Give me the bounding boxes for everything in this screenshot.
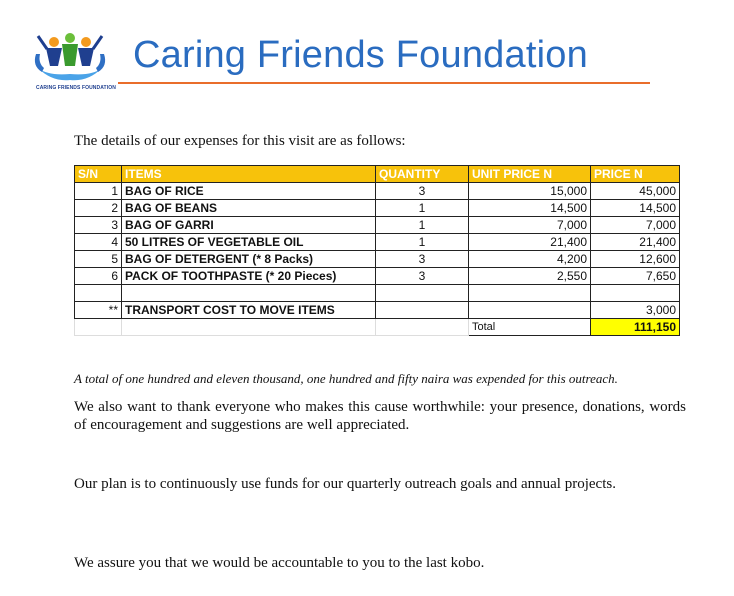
cell-price: 21,400	[591, 234, 680, 251]
cell-sn: 4	[75, 234, 122, 251]
cell-quantity: 1	[376, 200, 469, 217]
cell-item: BAG OF GARRI	[122, 217, 376, 234]
letterhead	[30, 18, 690, 98]
table-row-total	[75, 319, 680, 336]
cell-unit-price: 21,400	[469, 234, 591, 251]
cell-unit-price: 2,550	[469, 268, 591, 285]
cell-item: BAG OF DETERGENT (* 8 Packs)	[122, 251, 376, 268]
cell-price: 7,000	[591, 217, 680, 234]
cell-item: BAG OF RICE	[122, 183, 376, 200]
column-header-quantity: QUANTITY	[376, 166, 469, 183]
cell-sn: 1	[75, 183, 122, 200]
cell-sn: 3	[75, 217, 122, 234]
total-label: Total	[469, 319, 591, 336]
cell-quantity: 1	[376, 234, 469, 251]
cell-price: 12,600	[591, 251, 680, 268]
organization-title: Caring Friends Foundation	[133, 34, 588, 76]
table-row	[75, 183, 680, 200]
table-row	[75, 234, 680, 251]
thanks-paragraph: We also want to thank everyone who makes this cause worthwhile: your presence, donations, words of encouragement and suggestions are well appreciated.	[74, 399, 686, 433]
cell-unit-price: 14,500	[469, 200, 591, 217]
cell-item: 50 LITRES OF VEGETABLE OIL	[122, 234, 376, 251]
cell-price: 45,000	[591, 183, 680, 200]
cell-item: TRANSPORT COST TO MOVE ITEMS	[122, 302, 376, 319]
cell-sn: 2	[75, 200, 122, 217]
intro-text: The details of our expenses for this visit are as follows:	[74, 133, 406, 149]
cell-unit-price: 7,000	[469, 217, 591, 234]
column-header-items: ITEMS	[122, 166, 376, 183]
column-header-sn: S/N	[75, 166, 122, 183]
table-row-empty	[75, 285, 680, 302]
cell-sn: 6	[75, 268, 122, 285]
cell-sn: 5	[75, 251, 122, 268]
title-underline	[118, 82, 650, 84]
column-header-unit-price: UNIT PRICE N	[469, 166, 591, 183]
table-row-transport	[75, 302, 680, 319]
cell-quantity: 1	[376, 217, 469, 234]
cell-quantity: 3	[376, 268, 469, 285]
assurance-paragraph: We assure you that we would be accountable to you to the last kobo.	[74, 555, 485, 571]
expenses-table	[74, 165, 680, 336]
column-header-price: PRICE N	[591, 166, 680, 183]
summary-text: A total of one hundred and eleven thousand, one hundred and fifty naira was expended for this outreach.	[74, 371, 618, 386]
cell-unit-price: 4,200	[469, 251, 591, 268]
cell-item: BAG OF BEANS	[122, 200, 376, 217]
cell-price: 3,000	[591, 302, 680, 319]
cell-quantity: 3	[376, 183, 469, 200]
cell-unit-price: 15,000	[469, 183, 591, 200]
cell-quantity: 3	[376, 251, 469, 268]
table-row	[75, 217, 680, 234]
plan-paragraph: Our plan is to continuously use funds for our quarterly outreach goals and annual projects.	[74, 476, 616, 492]
total-value: 111,150	[591, 319, 680, 336]
logo-caption: CARING FRIENDS FOUNDATION	[36, 85, 116, 91]
table-row	[75, 268, 680, 285]
cell-sn: **	[75, 302, 122, 319]
table-header-row	[75, 166, 680, 183]
cell-price: 14,500	[591, 200, 680, 217]
table-row	[75, 251, 680, 268]
cell-item: PACK OF TOOTHPASTE (* 20 Pieces)	[122, 268, 376, 285]
table-row	[75, 200, 680, 217]
cell-price: 7,650	[591, 268, 680, 285]
